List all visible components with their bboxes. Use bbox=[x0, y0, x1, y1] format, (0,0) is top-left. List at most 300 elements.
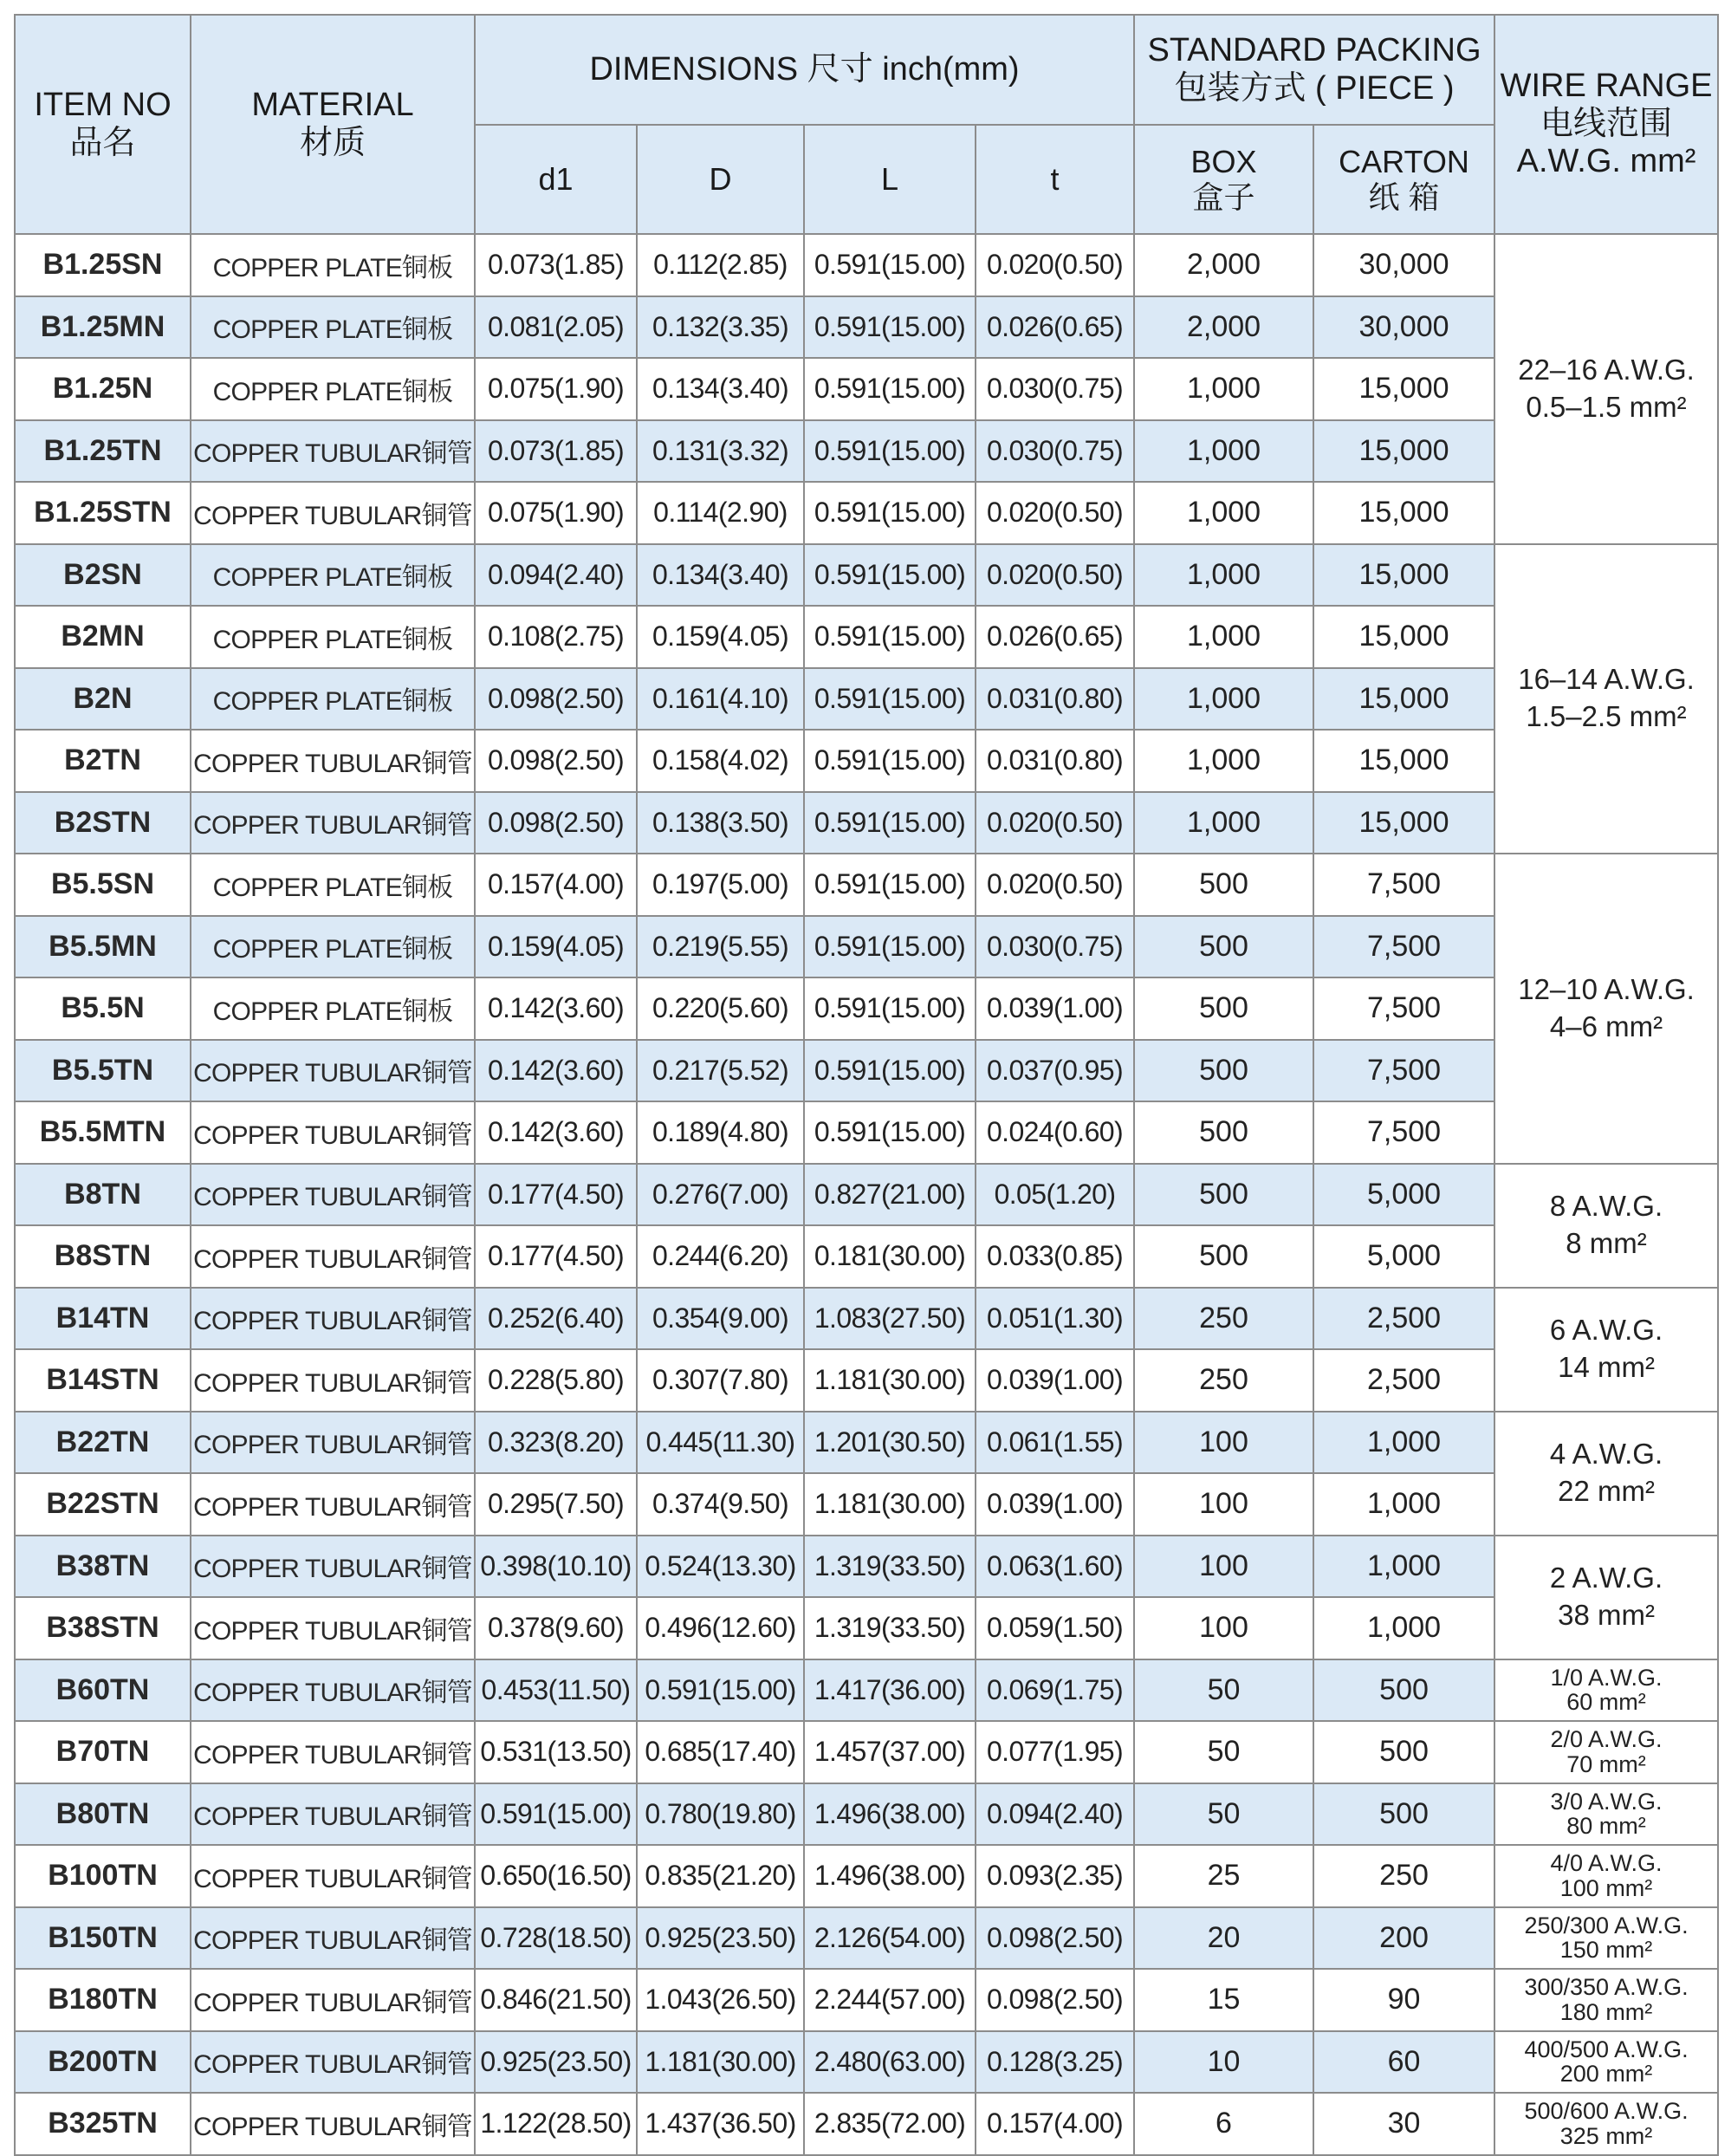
cell-L: 0.591(15.00) bbox=[804, 234, 976, 296]
cell-box: 50 bbox=[1134, 1721, 1313, 1783]
cell-item: B2N bbox=[15, 668, 191, 731]
cell-D: 0.114(2.90) bbox=[637, 482, 804, 544]
cell-box: 2,000 bbox=[1134, 234, 1313, 296]
table-row bbox=[15, 854, 1718, 916]
cell-material: COPPER TUBULAR铜管 bbox=[191, 1349, 475, 1412]
wire-awg: 16–14 A.W.G. bbox=[1518, 663, 1695, 696]
cell-t: 0.061(1.55) bbox=[976, 1412, 1134, 1474]
cell-wire-range bbox=[1494, 854, 1718, 1164]
table-row bbox=[15, 1164, 1718, 1226]
cell-d1: 0.650(16.50) bbox=[475, 1845, 637, 1907]
cell-item: B8TN bbox=[15, 1164, 191, 1226]
cell-item: B14TN bbox=[15, 1288, 191, 1350]
carton-cn-label: 纸 箱 bbox=[1368, 179, 1440, 215]
cell-D: 0.197(5.00) bbox=[637, 854, 804, 916]
wire-mm: 4–6 mm² bbox=[1549, 1010, 1663, 1042]
cell-box: 500 bbox=[1134, 916, 1313, 978]
cell-t: 0.030(0.75) bbox=[976, 420, 1134, 483]
table-row bbox=[15, 358, 1718, 420]
cell-t: 0.157(4.00) bbox=[976, 2093, 1134, 2155]
cell-D: 0.219(5.55) bbox=[637, 916, 804, 978]
cell-d1: 0.295(7.50) bbox=[475, 1473, 637, 1536]
cell-D: 0.244(6.20) bbox=[637, 1225, 804, 1288]
packing-label: STANDARD PACKING bbox=[1147, 31, 1481, 68]
cell-t: 0.128(3.25) bbox=[976, 2031, 1134, 2094]
cell-item: B5.5MTN bbox=[15, 1101, 191, 1164]
cell-L: 1.496(38.00) bbox=[804, 1783, 976, 1846]
dimensions-header bbox=[475, 15, 1134, 125]
table-row bbox=[15, 1040, 1718, 1102]
cell-carton: 7,500 bbox=[1313, 854, 1494, 916]
cell-D: 0.134(3.40) bbox=[637, 544, 804, 607]
table-row bbox=[15, 1969, 1718, 2031]
cell-L: 1.319(33.50) bbox=[804, 1597, 976, 1659]
wire-awg: 3/0 A.W.G. bbox=[1550, 1788, 1663, 1815]
cell-carton: 1,000 bbox=[1313, 1412, 1494, 1474]
terminal-spec-table bbox=[14, 14, 1719, 2156]
cell-t: 0.039(1.00) bbox=[976, 977, 1134, 1040]
cell-D: 0.276(7.00) bbox=[637, 1164, 804, 1226]
table-row bbox=[15, 1473, 1718, 1536]
cell-wire-range bbox=[1494, 544, 1718, 854]
table-row bbox=[15, 916, 1718, 978]
cell-material: COPPER TUBULAR铜管 bbox=[191, 1473, 475, 1536]
wire-awg: 22–16 A.W.G. bbox=[1518, 353, 1695, 386]
wire-awg: 400/500 A.W.G. bbox=[1524, 2036, 1689, 2062]
cell-d1: 0.846(21.50) bbox=[475, 1969, 637, 2031]
table-row bbox=[15, 977, 1718, 1040]
cell-D: 0.496(12.60) bbox=[637, 1597, 804, 1659]
cell-box: 500 bbox=[1134, 977, 1313, 1040]
cell-L: 1.457(37.00) bbox=[804, 1721, 976, 1783]
cell-D: 0.445(11.30) bbox=[637, 1412, 804, 1474]
cell-item: B2MN bbox=[15, 606, 191, 668]
wire-mm: 100 mm² bbox=[1559, 1874, 1653, 1901]
cell-L: 1.417(36.00) bbox=[804, 1659, 976, 1722]
cell-L: 1.083(27.50) bbox=[804, 1288, 976, 1350]
cell-d1: 0.098(2.50) bbox=[475, 668, 637, 731]
wire-awg: 1/0 A.W.G. bbox=[1550, 1664, 1663, 1691]
wire-awg: 6 A.W.G. bbox=[1549, 1314, 1663, 1347]
cell-carton: 500 bbox=[1313, 1721, 1494, 1783]
cell-item: B38TN bbox=[15, 1536, 191, 1598]
cell-carton: 1,000 bbox=[1313, 1536, 1494, 1598]
cell-material: COPPER PLATE铜板 bbox=[191, 234, 475, 296]
material-header bbox=[191, 15, 475, 234]
cell-L: 2.835(72.00) bbox=[804, 2093, 976, 2155]
cell-d1: 0.157(4.00) bbox=[475, 854, 637, 916]
cell-L: 0.591(15.00) bbox=[804, 606, 976, 668]
cell-carton: 1,000 bbox=[1313, 1473, 1494, 1536]
carton-header bbox=[1313, 125, 1494, 234]
cell-D: 0.780(19.80) bbox=[637, 1783, 804, 1846]
cell-d1: 0.378(9.60) bbox=[475, 1597, 637, 1659]
cell-carton: 7,500 bbox=[1313, 1040, 1494, 1102]
cell-D: 1.043(26.50) bbox=[637, 1969, 804, 2031]
cell-D: 0.132(3.35) bbox=[637, 296, 804, 359]
cell-material: COPPER TUBULAR铜管 bbox=[191, 1536, 475, 1598]
cell-L: 2.126(54.00) bbox=[804, 1907, 976, 1970]
wire-units-label: A.W.G. mm² bbox=[1516, 143, 1696, 180]
cell-d1: 0.252(6.40) bbox=[475, 1288, 637, 1350]
cell-item: B80TN bbox=[15, 1783, 191, 1846]
cell-t: 0.063(1.60) bbox=[976, 1536, 1134, 1598]
table-row bbox=[15, 668, 1718, 731]
cell-L: 0.591(15.00) bbox=[804, 668, 976, 731]
table-row bbox=[15, 1225, 1718, 1288]
cell-item: B1.25TN bbox=[15, 420, 191, 483]
cell-t: 0.094(2.40) bbox=[976, 1783, 1134, 1846]
cell-t: 0.077(1.95) bbox=[976, 1721, 1134, 1783]
D-label: D bbox=[709, 161, 732, 198]
cell-d1: 0.073(1.85) bbox=[475, 420, 637, 483]
cell-wire-range bbox=[1494, 1721, 1718, 1783]
cell-box: 2,000 bbox=[1134, 296, 1313, 359]
cell-carton: 15,000 bbox=[1313, 730, 1494, 792]
table-row bbox=[15, 544, 1718, 607]
table-row bbox=[15, 1783, 1718, 1846]
cell-material: COPPER TUBULAR铜管 bbox=[191, 1288, 475, 1350]
cell-material: COPPER TUBULAR铜管 bbox=[191, 1164, 475, 1226]
cell-d1: 0.925(23.50) bbox=[475, 2031, 637, 2094]
cell-box: 1,000 bbox=[1134, 606, 1313, 668]
wire-mm: 180 mm² bbox=[1559, 1998, 1653, 2025]
carton-label: CARTON bbox=[1339, 143, 1469, 179]
cell-L: 0.591(15.00) bbox=[804, 1040, 976, 1102]
packing-cn-label: 包装方式 ( PIECE ) bbox=[1174, 69, 1455, 107]
cell-item: B1.25N bbox=[15, 358, 191, 420]
cell-material: COPPER TUBULAR铜管 bbox=[191, 420, 475, 483]
cell-material: COPPER TUBULAR铜管 bbox=[191, 1040, 475, 1102]
cell-L: 2.480(63.00) bbox=[804, 2031, 976, 2094]
cell-material: COPPER TUBULAR铜管 bbox=[191, 482, 475, 544]
cell-item: B2STN bbox=[15, 792, 191, 854]
cell-wire-range bbox=[1494, 1783, 1718, 1846]
dimensions-label: DIMENSIONS 尺寸 inch(mm) bbox=[589, 50, 1020, 88]
cell-d1: 0.142(3.60) bbox=[475, 1101, 637, 1164]
cell-wire-range bbox=[1494, 1907, 1718, 1970]
cell-box: 500 bbox=[1134, 1225, 1313, 1288]
table-row bbox=[15, 730, 1718, 792]
cell-carton: 15,000 bbox=[1313, 482, 1494, 544]
cell-t: 0.039(1.00) bbox=[976, 1473, 1134, 1536]
cell-material: COPPER TUBULAR铜管 bbox=[191, 1969, 475, 2031]
cell-box: 1,000 bbox=[1134, 358, 1313, 420]
cell-L: 0.591(15.00) bbox=[804, 792, 976, 854]
t-header bbox=[976, 125, 1134, 234]
wire-awg: 12–10 A.W.G. bbox=[1518, 972, 1695, 1005]
cell-carton: 5,000 bbox=[1313, 1225, 1494, 1288]
cell-material: COPPER PLATE铜板 bbox=[191, 296, 475, 359]
L-header bbox=[804, 125, 976, 234]
table-row bbox=[15, 1659, 1718, 1722]
cell-D: 0.217(5.52) bbox=[637, 1040, 804, 1102]
cell-t: 0.051(1.30) bbox=[976, 1288, 1134, 1350]
cell-L: 1.496(38.00) bbox=[804, 1845, 976, 1907]
cell-box: 250 bbox=[1134, 1288, 1313, 1350]
cell-item: B38STN bbox=[15, 1597, 191, 1659]
cell-t: 0.098(2.50) bbox=[976, 1969, 1134, 2031]
cell-d1: 0.453(11.50) bbox=[475, 1659, 637, 1722]
cell-item: B22TN bbox=[15, 1412, 191, 1474]
wire-range-cn-label: 电线范围 bbox=[1540, 105, 1673, 142]
wire-awg: 4 A.W.G. bbox=[1549, 1438, 1663, 1471]
cell-box: 25 bbox=[1134, 1845, 1313, 1907]
cell-box: 15 bbox=[1134, 1969, 1313, 2031]
table-body bbox=[15, 234, 1718, 2155]
cell-L: 0.591(15.00) bbox=[804, 482, 976, 544]
cell-material: COPPER PLATE铜板 bbox=[191, 977, 475, 1040]
table-row bbox=[15, 1288, 1718, 1350]
table-row bbox=[15, 2031, 1718, 2094]
cell-d1: 0.228(5.80) bbox=[475, 1349, 637, 1412]
cell-carton: 90 bbox=[1313, 1969, 1494, 2031]
cell-D: 0.158(4.02) bbox=[637, 730, 804, 792]
cell-d1: 0.591(15.00) bbox=[475, 1783, 637, 1846]
cell-d1: 0.094(2.40) bbox=[475, 544, 637, 607]
cell-box: 500 bbox=[1134, 854, 1313, 916]
cell-d1: 0.142(3.60) bbox=[475, 977, 637, 1040]
cell-d1: 0.177(4.50) bbox=[475, 1225, 637, 1288]
cell-t: 0.030(0.75) bbox=[976, 358, 1134, 420]
cell-L: 1.319(33.50) bbox=[804, 1536, 976, 1598]
cell-L: 1.181(30.00) bbox=[804, 1473, 976, 1536]
cell-box: 6 bbox=[1134, 2093, 1313, 2155]
box-cn-label: 盒子 bbox=[1192, 179, 1255, 215]
cell-t: 0.059(1.50) bbox=[976, 1597, 1134, 1659]
cell-L: 0.591(15.00) bbox=[804, 730, 976, 792]
cell-wire-range bbox=[1494, 1536, 1718, 1659]
cell-d1: 0.142(3.60) bbox=[475, 1040, 637, 1102]
cell-d1: 0.159(4.05) bbox=[475, 916, 637, 978]
cell-d1: 0.108(2.75) bbox=[475, 606, 637, 668]
table-row bbox=[15, 606, 1718, 668]
cell-material: COPPER TUBULAR铜管 bbox=[191, 2031, 475, 2094]
cell-L: 0.827(21.00) bbox=[804, 1164, 976, 1226]
wire-mm: 8 mm² bbox=[1566, 1227, 1647, 1259]
material-cn-label: 材质 bbox=[299, 124, 366, 161]
table-row bbox=[15, 1412, 1718, 1474]
cell-item: B1.25MN bbox=[15, 296, 191, 359]
cell-L: 0.591(15.00) bbox=[804, 296, 976, 359]
cell-carton: 500 bbox=[1313, 1783, 1494, 1846]
cell-t: 0.031(0.80) bbox=[976, 730, 1134, 792]
cell-material: COPPER PLATE铜板 bbox=[191, 668, 475, 731]
cell-material: COPPER TUBULAR铜管 bbox=[191, 792, 475, 854]
table-row bbox=[15, 1101, 1718, 1164]
cell-item: B5.5TN bbox=[15, 1040, 191, 1102]
cell-L: 0.591(15.00) bbox=[804, 1101, 976, 1164]
box-label: BOX bbox=[1190, 143, 1257, 179]
cell-t: 0.031(0.80) bbox=[976, 668, 1134, 731]
cell-wire-range bbox=[1494, 1969, 1718, 2031]
cell-wire-range bbox=[1494, 1164, 1718, 1288]
cell-D: 0.685(17.40) bbox=[637, 1721, 804, 1783]
cell-t: 0.020(0.50) bbox=[976, 544, 1134, 607]
item-no-header bbox=[15, 15, 191, 234]
cell-box: 250 bbox=[1134, 1349, 1313, 1412]
cell-D: 0.161(4.10) bbox=[637, 668, 804, 731]
wire-mm: 325 mm² bbox=[1559, 2122, 1653, 2149]
cell-carton: 15,000 bbox=[1313, 358, 1494, 420]
cell-L: 0.591(15.00) bbox=[804, 977, 976, 1040]
cell-wire-range bbox=[1494, 1845, 1718, 1907]
cell-carton: 15,000 bbox=[1313, 544, 1494, 607]
item-no-cn-label: 品名 bbox=[69, 124, 136, 161]
table-header bbox=[15, 15, 1718, 234]
cell-wire-range bbox=[1494, 1412, 1718, 1536]
cell-t: 0.030(0.75) bbox=[976, 916, 1134, 978]
cell-item: B14STN bbox=[15, 1349, 191, 1412]
L-label: L bbox=[880, 161, 899, 198]
cell-box: 500 bbox=[1134, 1164, 1313, 1226]
table-row bbox=[15, 1349, 1718, 1412]
cell-D: 0.374(9.50) bbox=[637, 1473, 804, 1536]
wire-mm: 0.5–1.5 mm² bbox=[1526, 390, 1687, 423]
cell-D: 0.134(3.40) bbox=[637, 358, 804, 420]
cell-carton: 15,000 bbox=[1313, 420, 1494, 483]
cell-carton: 15,000 bbox=[1313, 606, 1494, 668]
cell-t: 0.05(1.20) bbox=[976, 1164, 1134, 1226]
cell-item: B5.5N bbox=[15, 977, 191, 1040]
cell-carton: 30,000 bbox=[1313, 296, 1494, 359]
cell-box: 500 bbox=[1134, 1101, 1313, 1164]
wire-awg: 4/0 A.W.G. bbox=[1550, 1850, 1663, 1877]
cell-t: 0.020(0.50) bbox=[976, 234, 1134, 296]
table-row bbox=[15, 1721, 1718, 1783]
cell-wire-range bbox=[1494, 234, 1718, 544]
cell-d1: 1.122(28.50) bbox=[475, 2093, 637, 2155]
table-row bbox=[15, 420, 1718, 483]
cell-item: B1.25STN bbox=[15, 482, 191, 544]
cell-material: COPPER TUBULAR铜管 bbox=[191, 1907, 475, 1970]
packing-header bbox=[1134, 15, 1494, 125]
cell-material: COPPER TUBULAR铜管 bbox=[191, 1225, 475, 1288]
cell-L: 0.591(15.00) bbox=[804, 420, 976, 483]
wire-awg: 250/300 A.W.G. bbox=[1524, 1912, 1689, 1938]
cell-item: B2SN bbox=[15, 544, 191, 607]
cell-d1: 0.098(2.50) bbox=[475, 792, 637, 854]
cell-item: B100TN bbox=[15, 1845, 191, 1907]
cell-d1: 0.073(1.85) bbox=[475, 234, 637, 296]
wire-awg: 2/0 A.W.G. bbox=[1550, 1726, 1663, 1753]
cell-carton: 15,000 bbox=[1313, 668, 1494, 731]
cell-d1: 0.075(1.90) bbox=[475, 482, 637, 544]
cell-box: 100 bbox=[1134, 1473, 1313, 1536]
table-row bbox=[15, 234, 1718, 296]
cell-t: 0.024(0.60) bbox=[976, 1101, 1134, 1164]
cell-carton: 500 bbox=[1313, 1659, 1494, 1722]
cell-d1: 0.081(2.05) bbox=[475, 296, 637, 359]
cell-carton: 1,000 bbox=[1313, 1597, 1494, 1659]
wire-mm: 14 mm² bbox=[1558, 1351, 1655, 1383]
cell-t: 0.020(0.50) bbox=[976, 792, 1134, 854]
cell-L: 0.591(15.00) bbox=[804, 544, 976, 607]
cell-box: 1,000 bbox=[1134, 544, 1313, 607]
cell-L: 0.591(15.00) bbox=[804, 358, 976, 420]
cell-d1: 0.098(2.50) bbox=[475, 730, 637, 792]
cell-L: 1.181(30.00) bbox=[804, 1349, 976, 1412]
cell-material: COPPER TUBULAR铜管 bbox=[191, 730, 475, 792]
cell-box: 1,000 bbox=[1134, 730, 1313, 792]
wire-awg: 300/350 A.W.G. bbox=[1524, 1974, 1689, 2001]
cell-box: 20 bbox=[1134, 1907, 1313, 1970]
cell-L: 2.244(57.00) bbox=[804, 1969, 976, 2031]
cell-material: COPPER TUBULAR铜管 bbox=[191, 1721, 475, 1783]
cell-t: 0.033(0.85) bbox=[976, 1225, 1134, 1288]
cell-D: 0.131(3.32) bbox=[637, 420, 804, 483]
cell-D: 0.220(5.60) bbox=[637, 977, 804, 1040]
table-row bbox=[15, 792, 1718, 854]
cell-t: 0.093(2.35) bbox=[976, 1845, 1134, 1907]
cell-material: COPPER PLATE铜板 bbox=[191, 854, 475, 916]
cell-d1: 0.075(1.90) bbox=[475, 358, 637, 420]
cell-material: COPPER PLATE铜板 bbox=[191, 916, 475, 978]
cell-item: B325TN bbox=[15, 2093, 191, 2155]
cell-box: 1,000 bbox=[1134, 792, 1313, 854]
cell-d1: 0.531(13.50) bbox=[475, 1721, 637, 1783]
table-row bbox=[15, 1907, 1718, 1970]
wire-awg: 2 A.W.G. bbox=[1549, 1562, 1663, 1594]
cell-carton: 60 bbox=[1313, 2031, 1494, 2094]
cell-item: B2TN bbox=[15, 730, 191, 792]
cell-material: COPPER TUBULAR铜管 bbox=[191, 1101, 475, 1164]
cell-D: 0.138(3.50) bbox=[637, 792, 804, 854]
cell-box: 100 bbox=[1134, 1597, 1313, 1659]
cell-L: 0.181(30.00) bbox=[804, 1225, 976, 1288]
cell-box: 50 bbox=[1134, 1783, 1313, 1846]
table-row bbox=[15, 1536, 1718, 1598]
cell-material: COPPER TUBULAR铜管 bbox=[191, 1412, 475, 1474]
cell-t: 0.098(2.50) bbox=[976, 1907, 1134, 1970]
d1-header bbox=[475, 125, 637, 234]
cell-D: 0.524(13.30) bbox=[637, 1536, 804, 1598]
cell-material: COPPER PLATE铜板 bbox=[191, 606, 475, 668]
cell-material: COPPER TUBULAR铜管 bbox=[191, 1783, 475, 1846]
cell-d1: 0.323(8.20) bbox=[475, 1412, 637, 1474]
d1-label: d1 bbox=[538, 161, 574, 198]
cell-wire-range bbox=[1494, 1288, 1718, 1412]
cell-item: B5.5SN bbox=[15, 854, 191, 916]
cell-D: 0.354(9.00) bbox=[637, 1288, 804, 1350]
table-row bbox=[15, 1597, 1718, 1659]
cell-carton: 30 bbox=[1313, 2093, 1494, 2155]
cell-t: 0.039(1.00) bbox=[976, 1349, 1134, 1412]
t-label: t bbox=[1050, 161, 1060, 198]
cell-box: 100 bbox=[1134, 1536, 1313, 1598]
wire-mm: 1.5–2.5 mm² bbox=[1526, 700, 1687, 733]
cell-L: 0.591(15.00) bbox=[804, 916, 976, 978]
cell-carton: 2,500 bbox=[1313, 1349, 1494, 1412]
cell-material: COPPER TUBULAR铜管 bbox=[191, 1845, 475, 1907]
cell-D: 0.159(4.05) bbox=[637, 606, 804, 668]
box-header bbox=[1134, 125, 1313, 234]
wire-awg: 8 A.W.G. bbox=[1549, 1190, 1663, 1223]
cell-L: 0.591(15.00) bbox=[804, 854, 976, 916]
wire-mm: 80 mm² bbox=[1566, 1813, 1646, 1840]
cell-item: B180TN bbox=[15, 1969, 191, 2031]
cell-item: B60TN bbox=[15, 1659, 191, 1722]
cell-carton: 7,500 bbox=[1313, 977, 1494, 1040]
material-label: MATERIAL bbox=[251, 86, 414, 123]
cell-carton: 7,500 bbox=[1313, 916, 1494, 978]
cell-d1: 0.177(4.50) bbox=[475, 1164, 637, 1226]
cell-material: COPPER PLATE铜板 bbox=[191, 358, 475, 420]
cell-d1: 0.728(18.50) bbox=[475, 1907, 637, 1970]
cell-D: 0.835(21.20) bbox=[637, 1845, 804, 1907]
wire-mm: 150 mm² bbox=[1559, 1937, 1653, 1964]
cell-item: B1.25SN bbox=[15, 234, 191, 296]
